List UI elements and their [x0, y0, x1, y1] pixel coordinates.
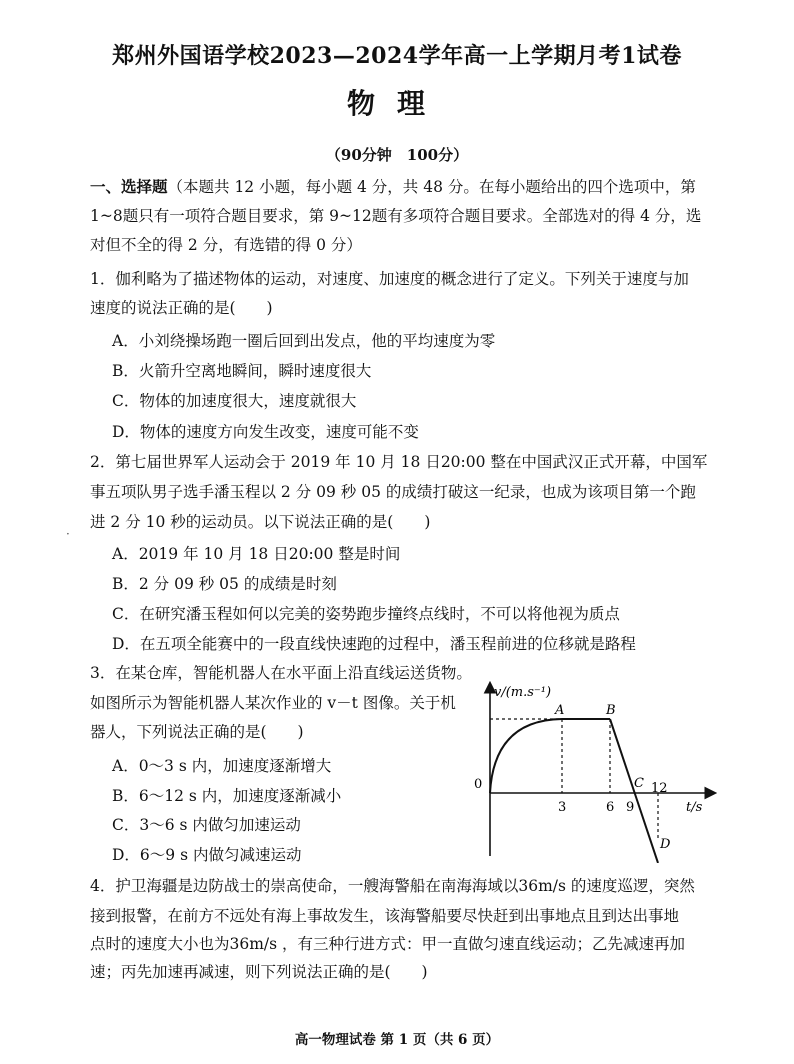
curve-0-3 [490, 719, 562, 793]
origin-label: 0 [474, 777, 483, 792]
q1-option-b: B．火箭升空离地瞬间，瞬时速度很大 [112, 362, 372, 380]
q2-stem-1: 2．第七届世界军人运动会于 2019 年 10 月 18 日20:00 整在中国武汉正式开幕，中国军 [90, 453, 708, 471]
stray-mark: · [66, 527, 70, 541]
point-a-label: A [555, 703, 565, 718]
section-heading: 一、选择题 [90, 177, 168, 196]
q3-option-c: C．3～6 s 内做匀加速运动 [112, 816, 301, 834]
q4-stem-2: 接到报警，在前方不远处有海上事故发生，该海警船要尽快赶到出事地点且到达出事地 [90, 907, 680, 925]
subject-title: 物理 [346, 87, 447, 120]
q1-stem-1: 1．伽利略为了描述物体的运动，对速度、加速度的概念进行了定义。下列关于速度与加 [90, 270, 689, 288]
page-footer: 高一物理试卷 第 1 页（共 6 页） [294, 1032, 500, 1048]
exam-title: 郑州外国语学校2023—2024学年高一上学期月考1试卷 [112, 43, 682, 69]
q2-option-b: B．2 分 09 秒 05 的成绩是时刻 [112, 575, 337, 593]
q3-option-a: A．0～3 s 内，加速度逐渐增大 [112, 757, 332, 775]
q1-option-c: C．物体的加速度很大，速度就很大 [112, 392, 357, 410]
section-instructions-1: （本题共 12 小题，每小题 4 分，共 48 分。在每小题给出的四个选项中，第 [167, 178, 696, 196]
point-d-label: D [660, 837, 671, 852]
tick-9: 9 [626, 800, 635, 815]
q1-stem-2: 速度的说法正确的是( ) [90, 299, 273, 317]
q3-option-d: D．6～9 s 内做匀减速运动 [112, 846, 302, 864]
point-c-label: C [634, 776, 644, 791]
point-b-label: B [606, 703, 616, 718]
section-heading-line [90, 177, 696, 197]
q2-stem-3: 进 2 分 10 秒的运动员。以下说法正确的是( ) [90, 513, 431, 531]
vt-graph [462, 678, 722, 863]
tick-3: 3 [558, 800, 567, 815]
q2-option-a: A．2019 年 10 月 18 日20:00 整是时间 [112, 545, 401, 563]
q3-stem-1: 3．在某仓库，智能机器人在水平面上沿直线运送货物。 [90, 664, 472, 682]
t-axis-label: t/s [686, 800, 703, 815]
section-instructions-3: 对但不全的得 2 分，有选错的得 0 分） [90, 236, 362, 254]
v-axis-label: v/(m.s⁻¹) [494, 685, 552, 700]
tick-12: 12 [651, 781, 668, 796]
q3-stem-2: 如图所示为智能机器人某次作业的 v－t 图像。关于机 [90, 694, 456, 712]
q4-stem-4: 速；丙先加速再减速，则下列说法正确的是( ) [90, 963, 428, 981]
q2-option-d: D．在五项全能赛中的一段直线快速跑的过程中，潘玉程前进的位移就是路程 [112, 635, 636, 653]
tick-6: 6 [606, 800, 615, 815]
q3-stem-3: 器人，下列说法正确的是( ) [90, 723, 304, 741]
q4-stem-1: 4．护卫海疆是边防战士的崇高使命，一艘海警船在南海海域以36m/s 的速度巡逻，突然 [90, 877, 695, 895]
q2-option-c: C．在研究潘玉程如何以完美的姿势跑步撞终点线时，不可以将他视为质点 [112, 605, 620, 623]
q2-stem-2: 事五项队男子选手潘玉程以 2 分 09 秒 05 的成绩打破这一纪录，也成为该项目第一个跑 [90, 483, 696, 501]
q1-option-d: D．物体的速度方向发生改变，速度可能不变 [112, 423, 419, 441]
q4-stem-3: 点时的速度大小也为36m/s ，有三种行进方式：甲一直做匀速直线运动；乙先减速再加 [90, 935, 686, 953]
q1-option-a: A．小刘绕操场跑一圈后回到出发点，他的平均速度为零 [112, 332, 496, 350]
section-instructions-2: 1~8题只有一项符合题目要求，第 9~12题有多项符合题目要求。全部选对的得 4 分，选 [90, 207, 702, 225]
time-info: （90分钟 100分） [325, 146, 469, 164]
q3-option-b: B．6～12 s 内，加速度逐渐减小 [112, 787, 342, 805]
